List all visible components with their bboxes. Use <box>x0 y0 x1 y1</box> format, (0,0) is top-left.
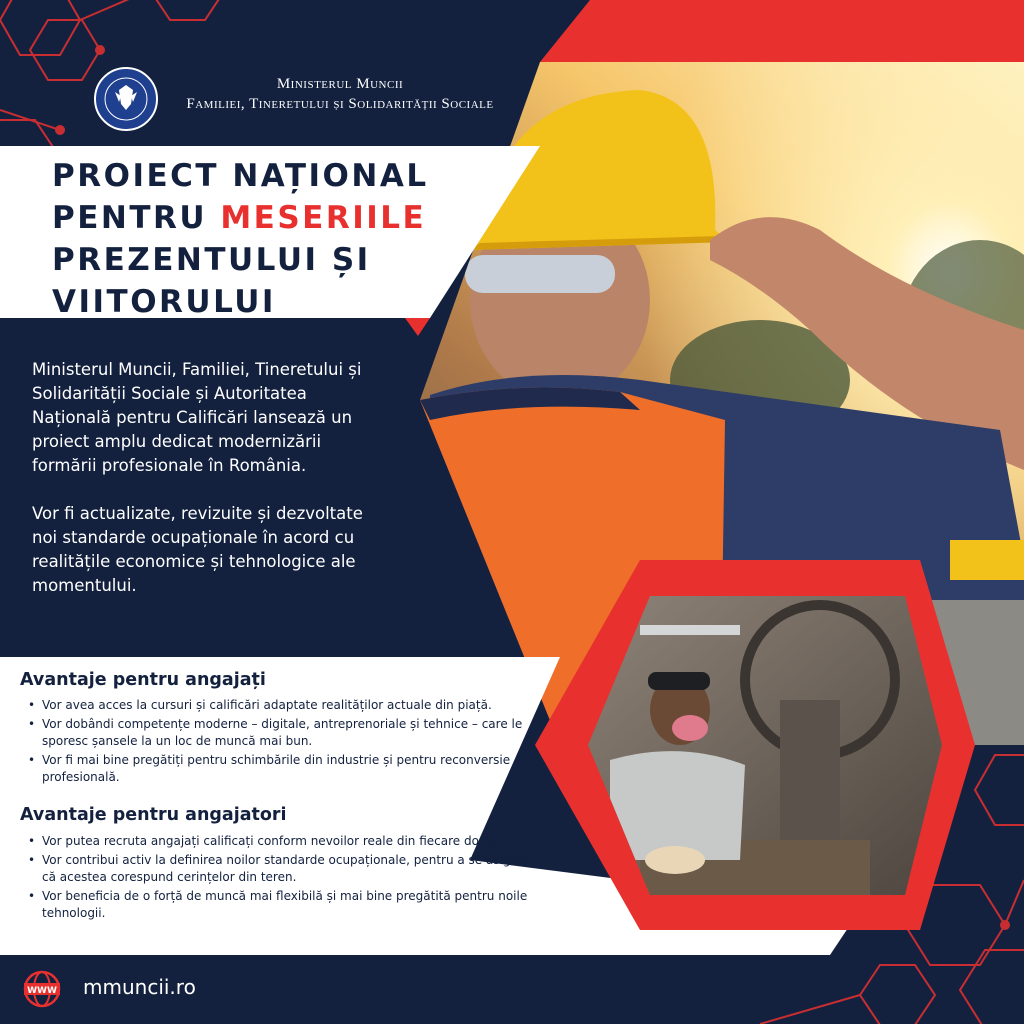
list-item: • Vor avea acces la cursuri și calificări adaptate realităților actuale din piață. <box>28 697 548 714</box>
intro-paragraph-1: Ministerul Muncii, Familiei, Tineretului și Solidarității Sociale și Autoritatea Națională pentru Calificări lansează un proiect amplu dedicat modernizării formării profesionale în România. <box>32 360 362 475</box>
benefits-list-employees <box>28 697 548 788</box>
intro-paragraph-2: Vor fi actualizate, revizuite și dezvoltate noi standarde ocupaționale în acord cu realitățile economice și tehnologice ale momentului. <box>32 504 363 595</box>
title-line-1: PROIECT NAȚIONAL <box>52 158 429 194</box>
title-line-4: VIITORULUI <box>52 284 276 320</box>
section-heading-employers: Avantaje pentru angajatori <box>20 805 287 825</box>
ministry-line-1: Ministerul Muncii <box>276 76 404 92</box>
title-highlight: MESERIILE <box>220 200 427 236</box>
globe-www-icon[interactable] <box>22 969 62 1009</box>
government-crest-icon <box>93 66 159 132</box>
ministry-line-2: Familiei, Tineretului și Solidarității Sociale <box>186 96 494 112</box>
website-link[interactable]: mmuncii.ro <box>83 975 196 999</box>
list-item: • Vor putea recruta angajați calificați conform nevoilor reale din fiecare domeniu. <box>28 833 548 850</box>
workshop-photo <box>580 590 950 900</box>
list-item: • Vor contribui activ la definirea noilor standarde ocupaționale, pentru a se asigura că acestea corespund cerințelor din teren. <box>28 852 548 886</box>
ministry-name <box>170 74 510 114</box>
title-line-2 <box>52 197 502 239</box>
title-line-3: PREZENTULUI ȘI <box>52 242 371 278</box>
list-item: • Vor dobândi competențe moderne – digitale, antreprenoriale și tehnice – care le sporesc șansele la un loc de muncă mai bun. <box>28 716 548 750</box>
globe-label: WWW <box>27 986 57 996</box>
list-item: • Vor fi mai bine pregătiți pentru schimbările din industrie și pentru reconversie profesională. <box>28 752 548 786</box>
benefits-list-employers <box>28 833 548 924</box>
section-heading-employees: Avantaje pentru angajați <box>20 670 266 690</box>
list-item: • Vor beneficia de o forță de muncă mai flexibilă și mai bine pregătită pentru noile tehnologii. <box>28 888 548 922</box>
page-title <box>52 155 502 323</box>
title-pentru: PENTRU <box>52 200 221 236</box>
intro-text <box>32 358 382 622</box>
